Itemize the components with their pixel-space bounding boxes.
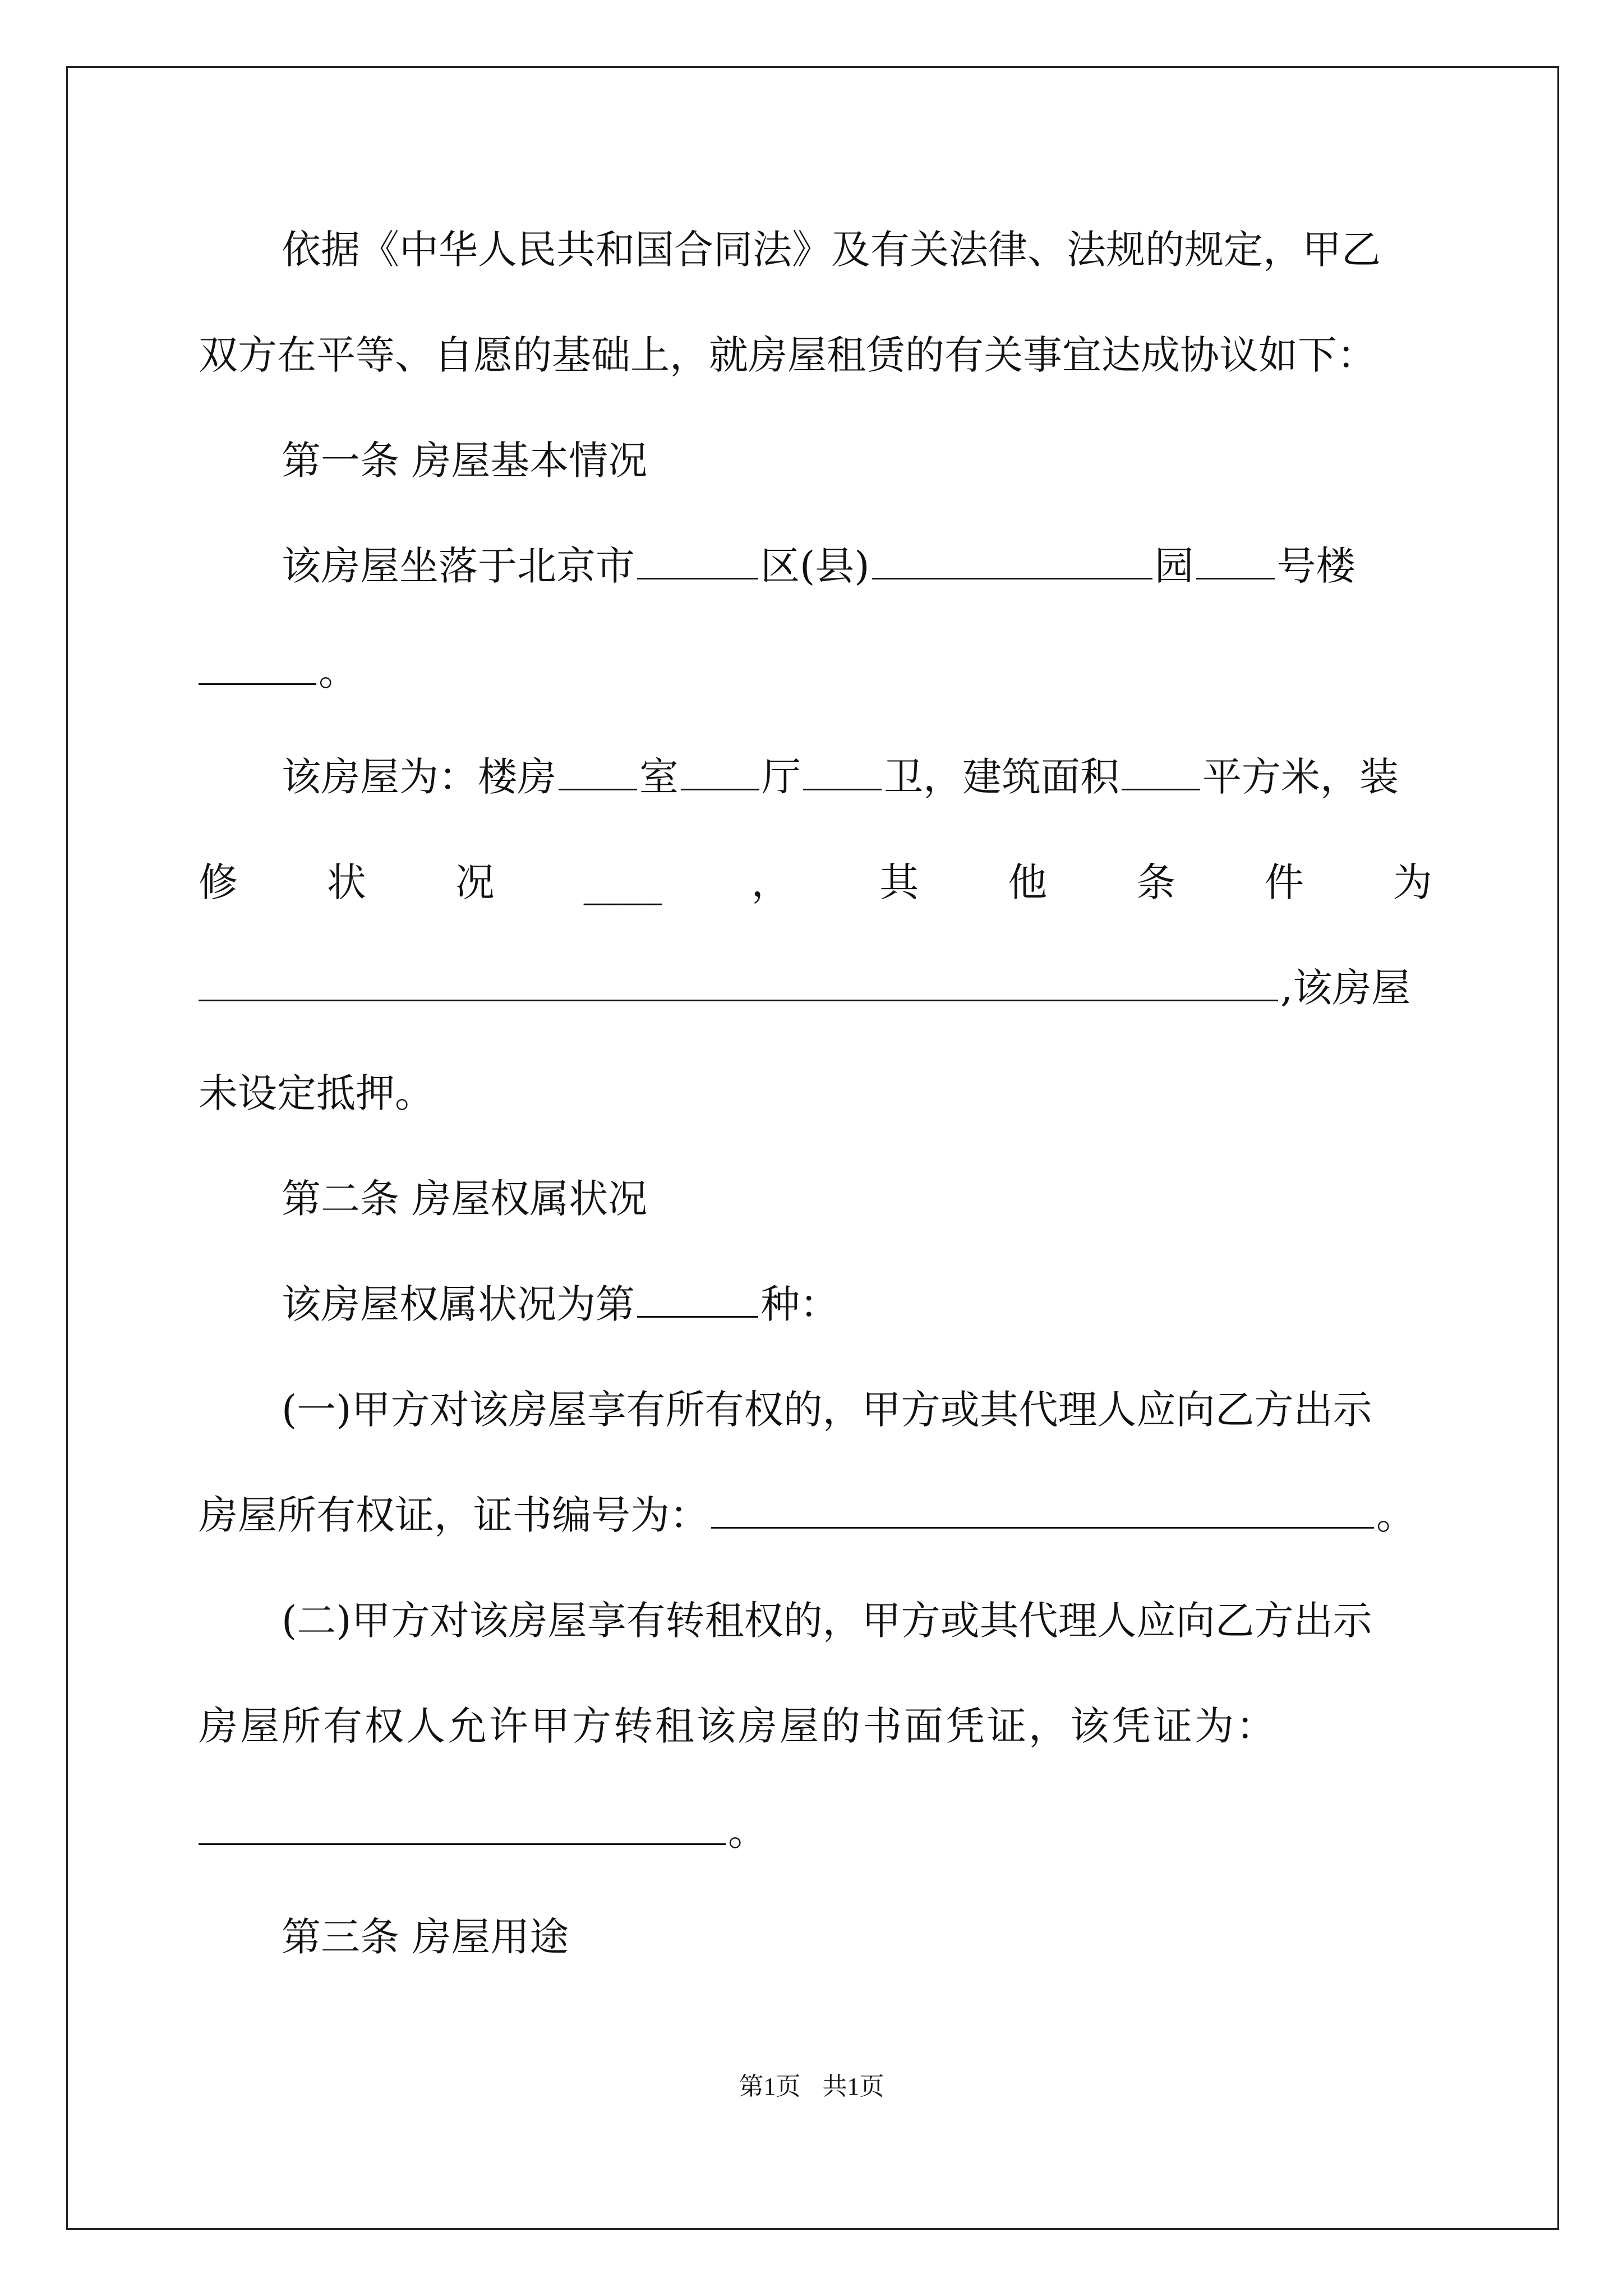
spread-word: 为 xyxy=(1393,859,1432,905)
clause-2-line-3 xyxy=(199,1803,1432,1860)
clause-1-line-2 xyxy=(199,1487,1432,1543)
conditions-blank xyxy=(199,960,1278,1001)
location-text-c: 园 xyxy=(1154,543,1194,589)
building-number-blank xyxy=(199,644,316,685)
spread-word: 其 xyxy=(879,859,919,905)
mortgage-line: 未设定抵押。 xyxy=(199,1070,434,1116)
clause-1-line-1: (一)甲方对该房屋享有所有权的，甲方或其代理人应向乙方出示 xyxy=(282,1387,1372,1433)
room-text-e: 平方米，装 xyxy=(1202,754,1399,800)
ownership-text-a: 该房屋权属状况为第 xyxy=(282,1281,635,1327)
area-sqm-blank xyxy=(1122,749,1200,790)
building-blank xyxy=(1196,539,1275,579)
spread-word: 修 xyxy=(199,859,238,905)
certificate-number-blank xyxy=(711,1488,1374,1529)
article-2-title: 第二条 房屋权属状况 xyxy=(282,1176,648,1222)
location-text-d: 号楼 xyxy=(1276,543,1355,589)
room-text-b: 室 xyxy=(639,754,679,800)
hall-blank xyxy=(681,749,759,790)
spread-word: 件 xyxy=(1265,859,1304,905)
clause-2-end: 。 xyxy=(728,1809,767,1855)
location-end: 。 xyxy=(319,648,358,694)
voucher-blank xyxy=(199,1804,726,1845)
location-line xyxy=(199,538,1432,594)
ownership-text-b: 种： xyxy=(760,1281,839,1327)
location-line-2 xyxy=(199,643,1432,700)
clause-2-line-1: (二)甲方对该房屋享有转租权的，甲方或其代理人应向乙方出示 xyxy=(282,1598,1372,1644)
paragraph-intro-line-1: 依据《中华人民共和国合同法》及有关法律、法规的规定，甲乙 xyxy=(282,227,1381,273)
room-blank xyxy=(559,749,637,790)
ownership-type-blank xyxy=(637,1277,758,1318)
location-text-a: 该房屋坐落于北京市 xyxy=(282,543,635,589)
decoration-line xyxy=(199,854,1432,910)
page-border xyxy=(66,66,1559,2230)
clause-1-text: 房屋所有权证，证书编号为： xyxy=(199,1492,709,1538)
spread-word: 他 xyxy=(1008,859,1048,905)
page-footer xyxy=(0,2070,1623,2104)
ownership-type-line xyxy=(199,1276,1432,1332)
page-number: 第1页 xyxy=(739,2073,801,2100)
clause-1-end: 。 xyxy=(1376,1492,1415,1538)
spread-word: 条 xyxy=(1136,859,1176,905)
room-text-d: 卫，建筑面积 xyxy=(884,754,1119,800)
article-3-title: 第三条 房屋用途 xyxy=(282,1914,569,1960)
paragraph-intro-line-2: 双方在平等、自愿的基础上，就房屋租赁的有关事宜达成协议如下： xyxy=(199,332,1376,378)
decoration-blank: ____ xyxy=(583,859,662,905)
room-line xyxy=(199,749,1432,805)
spread-word: 状 xyxy=(326,859,366,905)
location-text-b: 区(县) xyxy=(760,543,870,589)
bath-blank xyxy=(803,749,882,790)
room-text-c: 厅 xyxy=(762,754,801,800)
clause-2-line-2: 房屋所有权人允许甲方转租该房屋的书面凭证，该凭证为： xyxy=(199,1703,1278,1749)
conditions-line xyxy=(199,960,1432,1016)
room-text-a: 该房屋为：楼房 xyxy=(282,754,556,800)
page-total: 共1页 xyxy=(822,2073,884,2100)
spread-word: ， xyxy=(751,859,791,905)
area-blank xyxy=(872,539,1152,579)
district-blank xyxy=(637,539,758,579)
article-1-title: 第一条 房屋基本情况 xyxy=(282,438,648,484)
spread-word: 况 xyxy=(455,859,495,905)
conditions-end: ,该房屋 xyxy=(1280,965,1411,1011)
